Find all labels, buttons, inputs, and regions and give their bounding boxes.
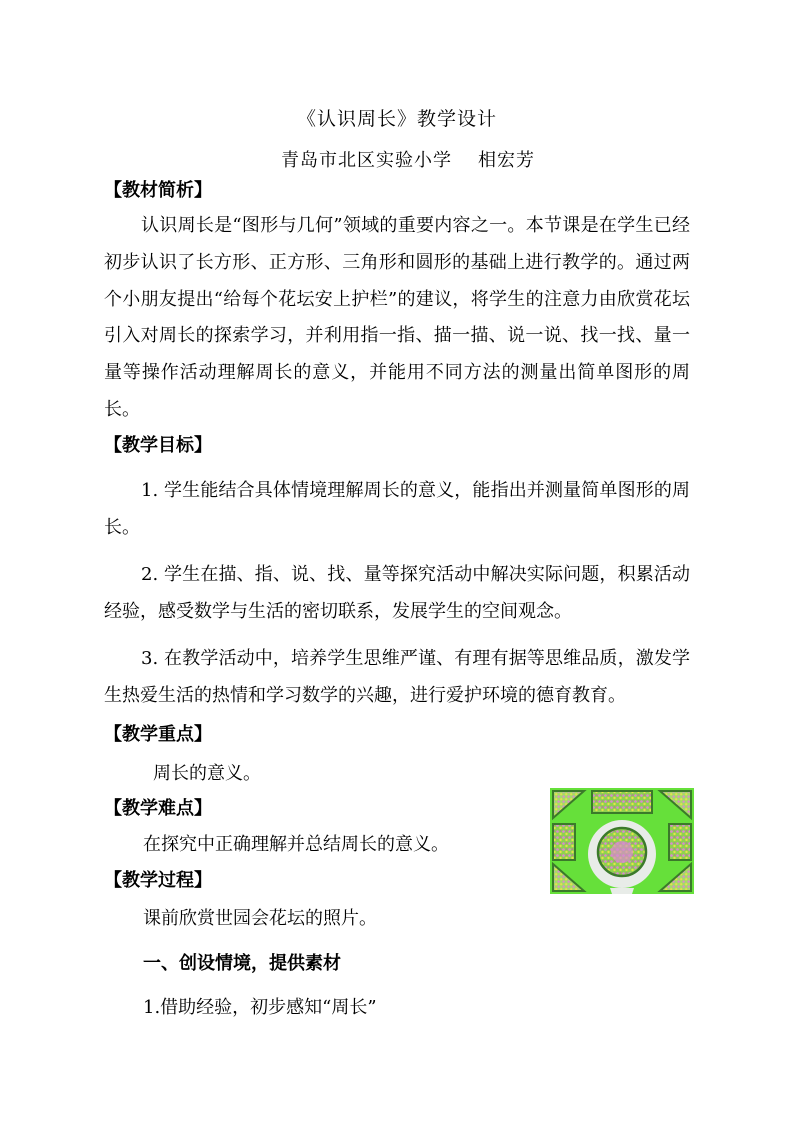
heading-goals: 【教学目标】 bbox=[104, 435, 212, 456]
goal-item-3: 3. 在教学活动中，培养学生思维严谨、有理有据等思维品质，激发学生热爱生活的热情和学习数学的兴趣，进行爱护环境的德育教育。 bbox=[104, 648, 690, 706]
difficulty-text: 在探究中正确理解并总结周长的意义。 bbox=[143, 834, 449, 855]
goal-item-2: 2. 学生在描、指、说、找、量等探究活动中解决实际问题，积累活动经验，感受数学与生活的密切联系，发展学生的空间观念。 bbox=[104, 564, 690, 622]
author-line bbox=[281, 146, 535, 172]
key-point-text: 周长的意义。 bbox=[153, 763, 261, 784]
school-name: 青岛市北区实验小学 bbox=[281, 150, 452, 171]
heading-process: 【教学过程】 bbox=[104, 870, 212, 891]
process-step-1: 1.借助经验，初步感知“周长” bbox=[143, 997, 377, 1018]
process-subheading: 一、创设情境，提供素材 bbox=[143, 953, 341, 974]
flower-bed-image bbox=[550, 788, 694, 894]
doc-title: 《认识周长》教学设计 bbox=[296, 108, 497, 130]
analysis-text: 认识周长是“图形与几何”领域的重要内容之一。本节课是在学生已经初步认识了长方形、正方形、三角形和圆形的基础上进行教学的。通过两个小朋友提出“给每个花坛安上护栏”的建议，将学生的注意力由欣赏花坛引入对周长的探索学习，并利用指一指、描一描、说一说、找一找、量一量等操作活动理解周长的意义，并能用不同方法的测量出简单图形的周长。 bbox=[104, 215, 690, 420]
author-name: 相宏芳 bbox=[478, 150, 535, 171]
goal-item-1: 1. 学生能结合具体情境理解周长的意义，能指出并测量简单图形的周长。 bbox=[104, 480, 690, 538]
process-intro: 课前欣赏世园会花坛的照片。 bbox=[143, 908, 377, 929]
heading-difficulty: 【教学难点】 bbox=[104, 798, 212, 819]
heading-key-point: 【教学重点】 bbox=[104, 724, 212, 745]
heading-analysis: 【教材简析】 bbox=[104, 180, 212, 201]
